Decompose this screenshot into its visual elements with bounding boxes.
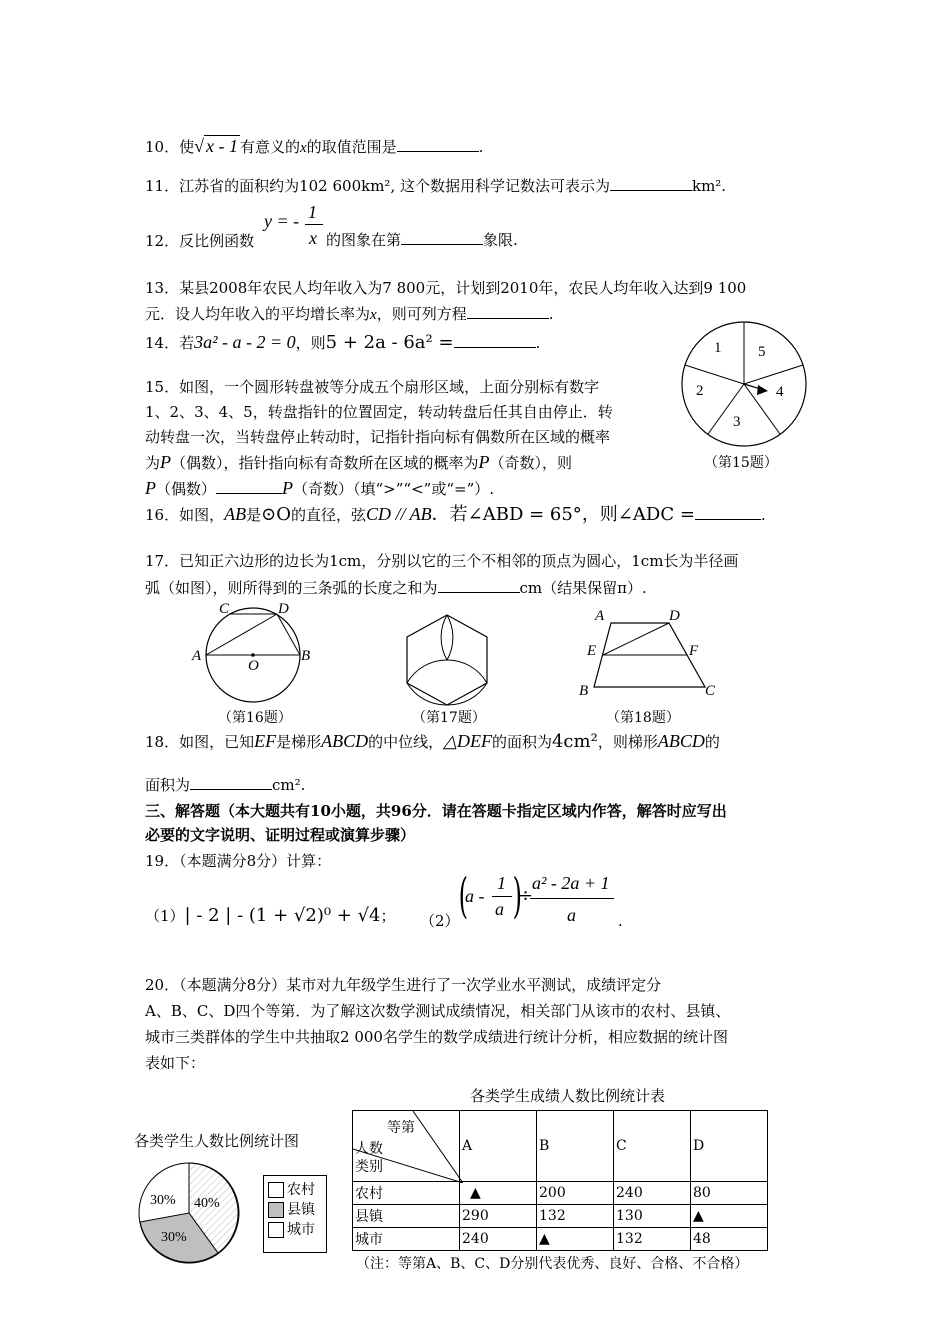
question-20-line1: 20．（本题满分8分）某市对九年级学生进行了一次学业水平测试，成绩评定分 bbox=[145, 976, 662, 994]
svg-text:4: 4 bbox=[776, 384, 784, 400]
question-15-line1: 15．如图，一个圆形转盘被等分成五个扇形区域，上面分别标有数字 bbox=[145, 378, 600, 396]
q19-divide: ÷ bbox=[518, 885, 534, 906]
question-16: 16．如图，AB是⊙O的直径，弦CD // AB．若∠ABD = 65°，则∠ADC = . bbox=[145, 504, 766, 525]
svg-text:40%: 40% bbox=[194, 1196, 220, 1211]
svg-text:F: F bbox=[689, 643, 699, 659]
pie-title: 各类学生人数比例统计图 bbox=[134, 1132, 300, 1150]
caption-fig16: （第16题） bbox=[218, 710, 292, 726]
question-20-line3: 城市三类群体的学生中共抽取2 000名学生的数学成绩进行统计分析，相应数据的统计图 bbox=[145, 1028, 728, 1046]
question-11: 11．江苏省的面积约为102 600km², 这个数据用科学记数法可表示为 km². bbox=[145, 177, 727, 195]
svg-text:D: D bbox=[669, 608, 680, 624]
table-title: 各类学生成绩人数比例统计表 bbox=[470, 1087, 666, 1105]
pie-legend: 农村 县镇 城市 bbox=[263, 1175, 327, 1253]
svg-text:C: C bbox=[219, 601, 230, 617]
table-row: 城市 240 ▲ 132 48 bbox=[353, 1228, 768, 1251]
q19-part1: （1）| - 2 | - (1 + √2)⁰ + √4； bbox=[145, 905, 396, 926]
table-row: 县镇 290 132 130 ▲ bbox=[353, 1205, 768, 1228]
svg-text:C: C bbox=[705, 683, 716, 699]
section-3-heading-2: 必要的文字说明、证明过程或演算步骤） bbox=[145, 826, 416, 844]
answer-blank bbox=[397, 137, 479, 152]
q19-frac2-numer: a² - 2a + 1 bbox=[532, 873, 610, 893]
trapezoid-figure bbox=[575, 603, 725, 703]
question-15-line4: 为P（偶数），指针指向标有奇数所在区域的概率为P（奇数），则 bbox=[145, 452, 573, 472]
svg-text:B: B bbox=[579, 683, 589, 699]
svg-text:30%: 30% bbox=[150, 1193, 176, 1208]
q19-frac1-numer: 1 bbox=[497, 873, 506, 893]
q19-part2-label: （2） bbox=[420, 912, 460, 930]
question-19-title: 19．（本题满分8分）计算： bbox=[145, 852, 332, 870]
question-20-line2: A、B、C、D四个等第．为了解这次数学测试成绩情况，相关部门从该市的农村、县镇、 bbox=[145, 1002, 731, 1020]
svg-text:5: 5 bbox=[758, 344, 766, 360]
q19-frac1-denom: a bbox=[495, 899, 504, 919]
svg-text:D: D bbox=[278, 601, 289, 617]
table-header-row: 等第 人数 类别 A B C D bbox=[353, 1111, 768, 1182]
q19-frac2-denom: a bbox=[567, 905, 576, 925]
q19-right-paren: ) bbox=[512, 868, 523, 924]
svg-text:30%: 30% bbox=[161, 1230, 187, 1245]
svg-text:O: O bbox=[248, 658, 259, 674]
spinner-figure bbox=[680, 318, 812, 450]
question-10: 10．使√ x - 1 有意义的x的取值范围是 . bbox=[145, 136, 484, 156]
q19-end: . bbox=[618, 912, 623, 930]
svg-text:B: B bbox=[301, 648, 311, 664]
svg-text:2: 2 bbox=[696, 383, 704, 399]
caption-fig18: （第18题） bbox=[606, 710, 680, 726]
table-row: 农村 ▲ 200 240 80 bbox=[353, 1182, 768, 1205]
answer-blank bbox=[610, 176, 692, 191]
inverse-function: y = - bbox=[264, 211, 300, 231]
question-17-line1: 17．已知正六边形的边长为1cm，分别以它的三个不相邻的顶点为圆心，1cm长为半径画 bbox=[145, 552, 739, 570]
pie-chart bbox=[136, 1160, 242, 1266]
svg-text:E: E bbox=[587, 643, 597, 659]
svg-text:A: A bbox=[192, 648, 202, 664]
question-20-line4: 表如下： bbox=[145, 1054, 206, 1072]
question-12: 12．反比例函数 bbox=[145, 232, 255, 250]
question-12-tail: 的图象在第 象限. bbox=[326, 231, 518, 249]
question-15-line2: 1、2、3、4、5，转盘指针的位置固定，转动转盘后任其自由停止．转 bbox=[145, 403, 613, 421]
question-15-line3: 动转盘一次，当转盘停止转动时，记指针指向标有偶数所在区域的概率 bbox=[145, 428, 611, 446]
question-17-line2: 弧（如图），则所得到的三条弧的长度之和为 cm（结果保留π）. bbox=[145, 579, 647, 597]
caption-fig17: （第17题） bbox=[412, 710, 486, 726]
question-13-line2: 元．设人均年收入的平均增长率为x，则可列方程 . bbox=[145, 305, 554, 323]
svg-text:A: A bbox=[595, 608, 605, 624]
question-14: 14．若3a² - a - 2 = 0，则5 + 2a - 6a² = . bbox=[145, 332, 541, 353]
q19-a-minus: a - bbox=[465, 886, 485, 906]
table-note: （注：等第A、B、C、D分别代表优秀、良好、合格、不合格） bbox=[356, 1256, 749, 1272]
svg-text:1: 1 bbox=[714, 340, 722, 356]
question-15-line5: P（偶数） P（奇数）（填“>”“<”或“=”）. bbox=[145, 478, 495, 498]
question-13-line1: 13．某县2008年农民人均年收入为7 800元，计划到2010年，农民人均年收入达到9 100 bbox=[145, 279, 747, 297]
question-18-line2: 面积为 cm². bbox=[145, 776, 306, 794]
grade-table bbox=[352, 1110, 768, 1251]
svg-text:3: 3 bbox=[733, 414, 741, 430]
q19-left-paren: ( bbox=[458, 868, 469, 924]
caption-fig15: （第15题） bbox=[704, 455, 778, 471]
section-3-heading: 三、解答题（本大题共有10小题，共96分．请在答题卡指定区域内作答，解答时应写出 bbox=[145, 802, 727, 820]
question-18-line1: 18．如图，已知EF是梯形ABCD的中位线，△DEF的面积为4cm²，则梯形ABCD的 bbox=[145, 731, 720, 752]
hexagon-figure bbox=[400, 612, 495, 708]
circle-figure bbox=[185, 598, 320, 708]
diagonal-header-cell: 等第 人数 类别 bbox=[353, 1111, 460, 1182]
fraction-numerator: 1 bbox=[308, 202, 317, 222]
fraction-denominator: x bbox=[309, 228, 317, 248]
